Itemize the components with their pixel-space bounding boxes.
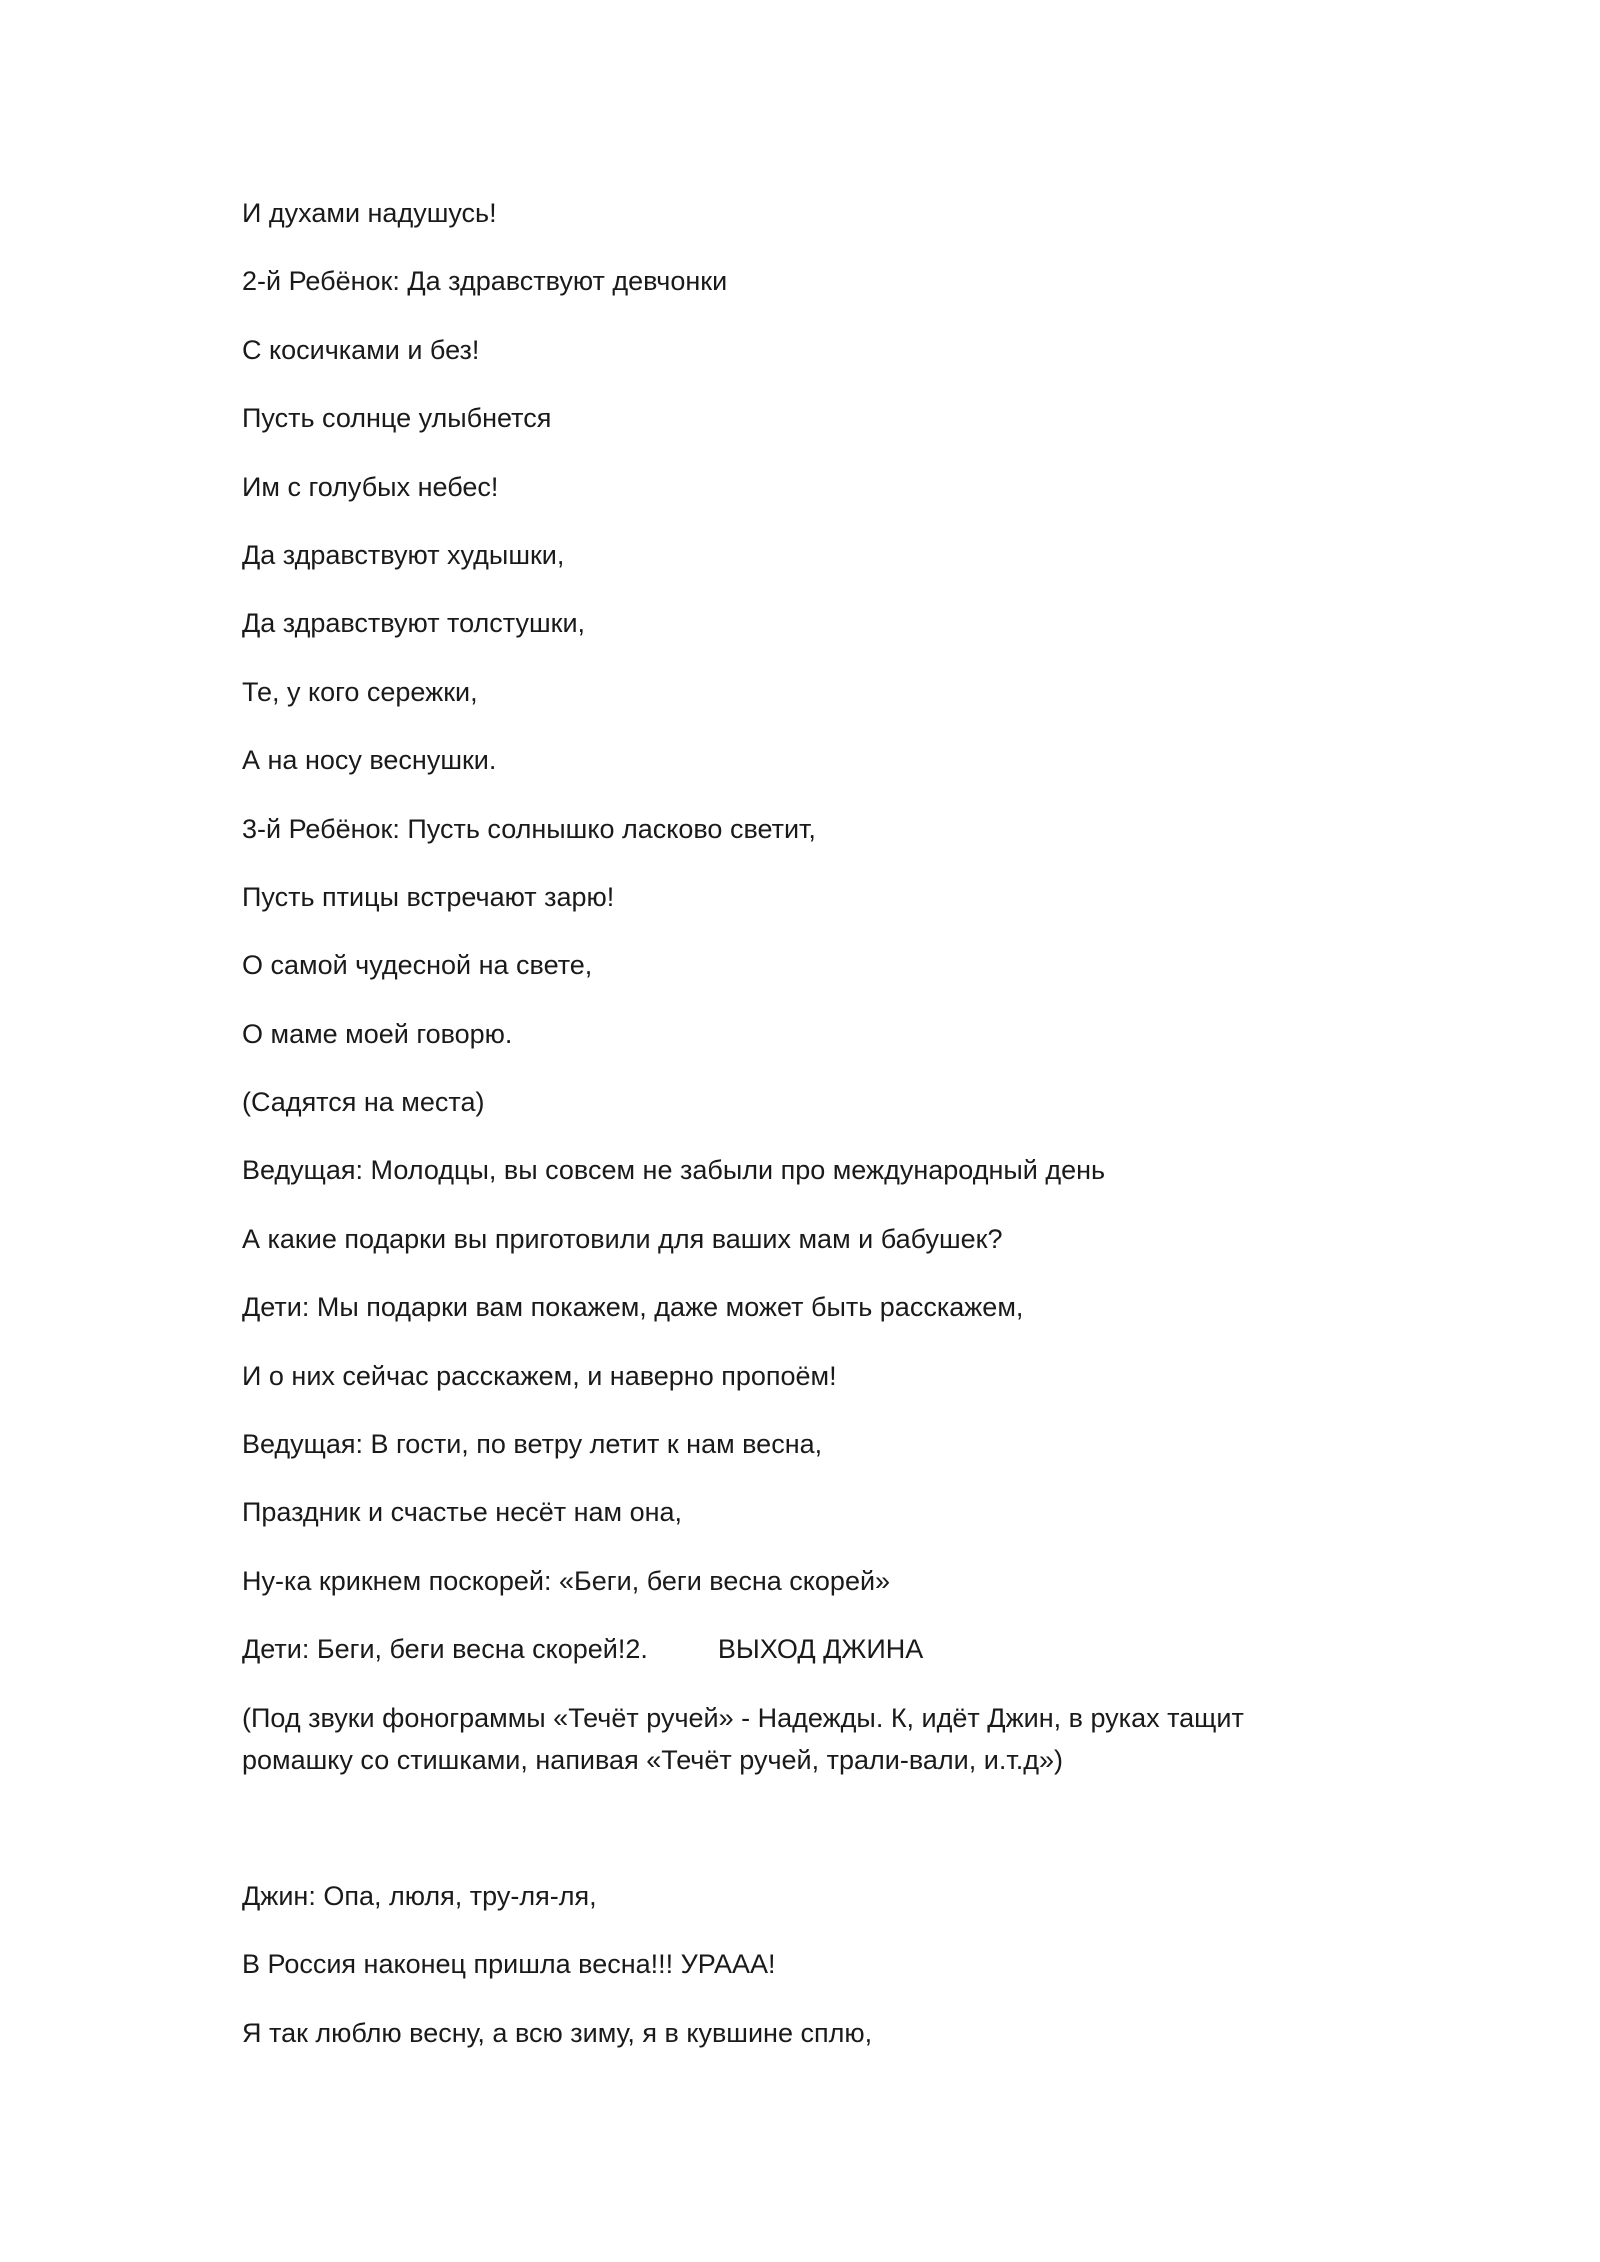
text-line: Да здравствуют худышки, (242, 539, 565, 570)
text-line: А какие подарки вы приготовили для ваших мам и бабушек? (242, 1223, 1003, 1254)
text-line: В Россия наконец пришла весна!!! УРААА! (242, 1949, 776, 1980)
text-line: 3-й Ребёнок: Пусть солнышко ласково светит, (242, 813, 816, 844)
text-line: Джин: Опа, люля, тру-ля-ля, (242, 1880, 597, 1911)
text-line: Ведущая: Молодцы, вы совсем не забыли про международный день (242, 1155, 1106, 1186)
text-line: Пусть птицы встречают зарю! (242, 881, 615, 912)
text-line: О маме моей говорю. (242, 1018, 513, 1049)
children-line (242, 1628, 1362, 1670)
text-line: Ведущая: В гости, по ветру летит к нам весна, (242, 1429, 823, 1460)
text-line: Пусть солнце улыбнется (242, 403, 552, 434)
text-line: И о них сейчас расскажем, и наверно пропоём! (242, 1360, 837, 1391)
text-line: 2-й Ребёнок: Да здравствуют девчонки (242, 266, 728, 297)
text-line: С косичками и без! (242, 334, 480, 365)
text-line: Им с голубых небес! (242, 471, 499, 502)
section-heading: ВЫХОД ДЖИНА (717, 1634, 924, 1665)
text-line: А на носу веснушки. (242, 745, 497, 776)
text-line: Ну-ка крикнем поскорей: «Беги, беги весна скорей» (242, 1565, 891, 1596)
text-line: И духами надушусь! (242, 198, 497, 228)
stage-direction-line: (Под звуки фонограммы «Течёт ручей» - Надежды. К, идёт Джин, в руках тащит (242, 1702, 1244, 1733)
stage-direction-line: ромашку со стишками, напивая «Течёт ручей, трали-вали, и.т.д») (242, 1744, 1063, 1775)
children-line-text: Дети: Беги, беги весна скорей!2. (242, 1634, 648, 1665)
text-line: (Садятся на места) (242, 1087, 485, 1118)
text-line: Я так люблю весну, а всю зиму, я в кувшине сплю, (242, 2017, 873, 2048)
document-body (242, 192, 1362, 2080)
text-line: Да здравствуют толстушки, (242, 608, 586, 639)
text-line: Дети: Мы подарки вам покажем, даже может быть расскажем, (242, 1292, 1024, 1323)
text-line: Те, у кого сережки, (242, 676, 478, 707)
text-line: Праздник и счастье несёт нам она, (242, 1497, 683, 1528)
stage-direction (242, 1697, 1362, 1781)
text-line: О самой чудесной на свете, (242, 950, 593, 981)
blank-paragraph (242, 1807, 1362, 1875)
